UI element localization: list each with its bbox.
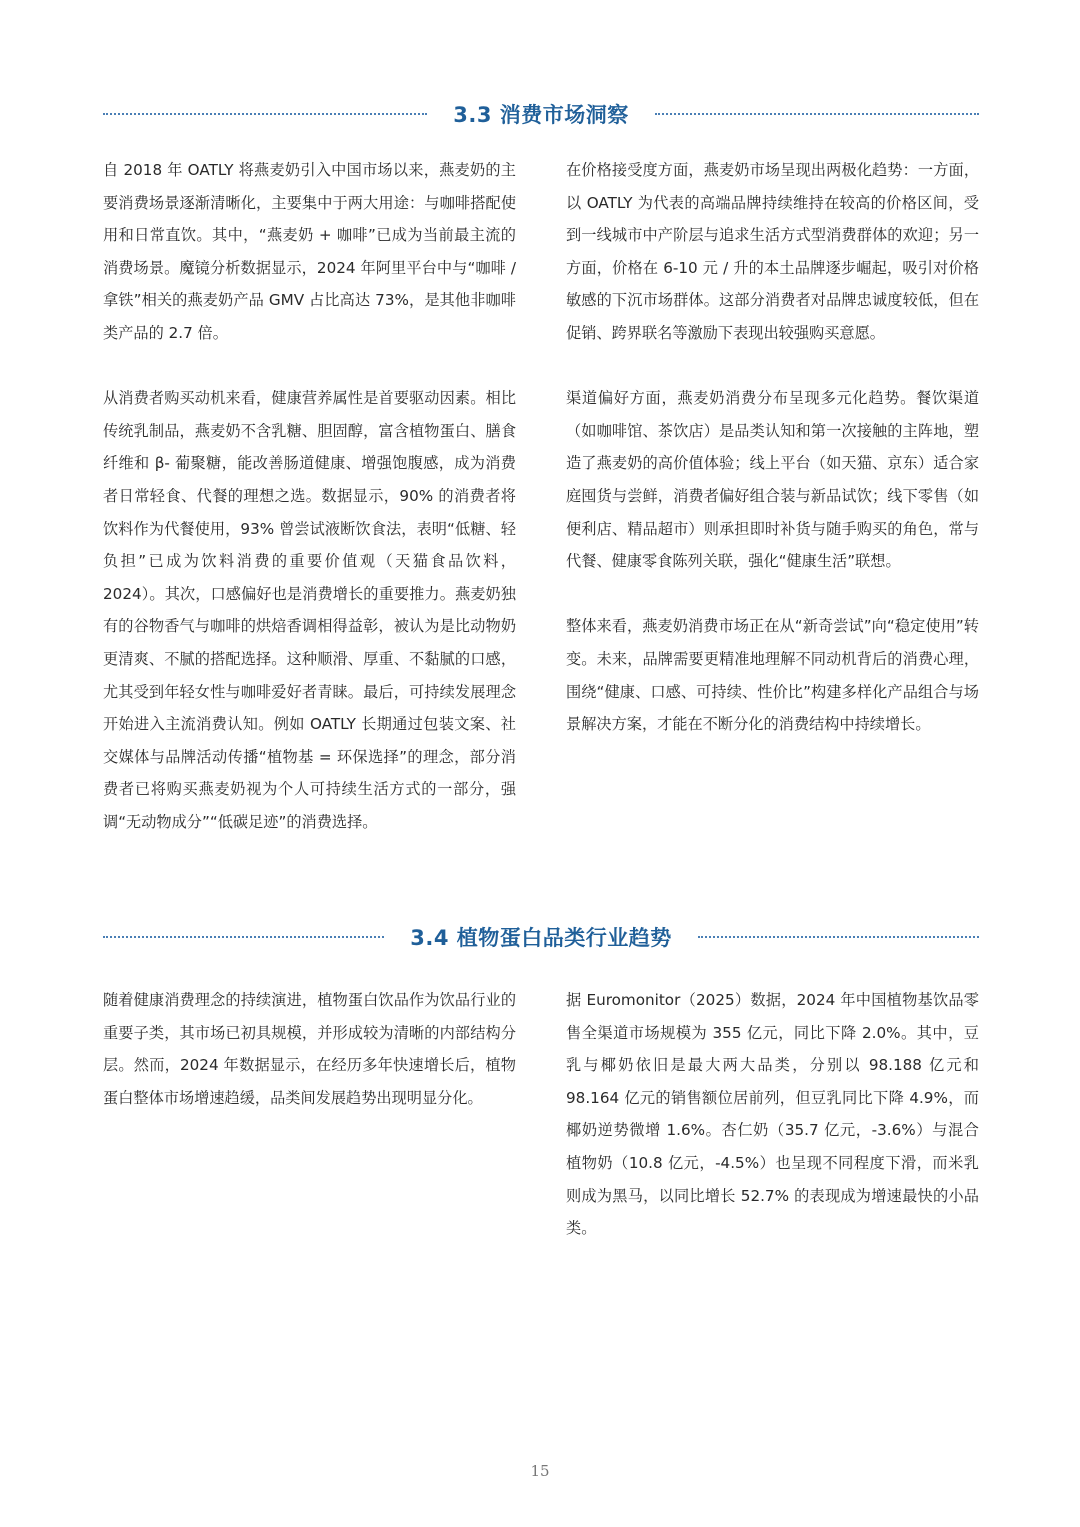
section-title: 3.4 植物蛋白品类行业趋势 <box>410 926 672 950</box>
section-3-4-left-column <box>103 984 516 1114</box>
paragraph: 整体来看，燕麦奶消费市场正在从“新奇尝试”向“稳定使用”转变。未来，品牌需要更精准地理解不同动机背后的消费心理，围绕“健康、口感、可持续、性价比”构建多样化产品组合与场景解决方案，才能在不断分化的消费结构中持续增长。 <box>566 617 979 734</box>
section-header-3-3 <box>103 94 979 134</box>
dotted-rule-right <box>698 936 979 938</box>
paragraph: 据 Euromonitor（2025）数据，2024 年中国植物基饮品零售全渠道市场规模为 355 亿元，同比下降 2.0%。其中，豆乳与椰奶依旧是最大两大品类，分别以 98.188 亿元和 98.164 亿元的销售额位居前列，但豆乳同比下降 4.9%，而椰奶逆势微增 1.6%。杏仁奶（35.7 亿元，-3.6%）与混合植物奶（10.8 亿元，-4.5%）也呈现不同程度下滑，而米乳则成为黑马，以同比增长 52.7% 的表现成为增速最快的小品类。 <box>566 991 979 1238</box>
dotted-rule-right <box>655 113 979 115</box>
paragraph: 渠道偏好方面，燕麦奶消费分布呈现多元化趋势。餐饮渠道（如咖啡馆、茶饮店）是品类认知和第一次接触的主阵地，塑造了燕麦奶的高价值体验；线上平台（如天猫、京东）适合家庭囤货与尝鲜，消费者偏好组合装与新品试饮；线下零售（如便利店、精品超市）则承担即时补货与随手购买的角色，常与代餐、健康零食陈列关联，强化“健康生活”联想。 <box>566 389 979 571</box>
paragraph: 自 2018 年 OATLY 将燕麦奶引入中国市场以来，燕麦奶的主要消费场景逐渐清晰化，主要集中于两大用途：与咖啡搭配使用和日常直饮。其中，“燕麦奶 + 咖啡”已成为当前最主流的消费场景。魔镜分析数据显示，2024 年阿里平台中与“咖啡 / 拿铁”相关的燕麦奶产品 GMV 占比高达 73%，是其他非咖啡类产品的 2.7 倍。 <box>103 161 516 342</box>
paragraph: 从消费者购买动机来看，健康营养属性是首要驱动因素。相比传统乳制品，燕麦奶不含乳糖、胆固醇，富含植物蛋白、膳食纤维和 β- 葡聚糖，能改善肠道健康、增强饱腹感，成为消费者日常轻食、代餐的理想之选。数据显示，90% 的消费者将饮料作为代餐使用，93% 曾尝试液断饮食法，表明“低糖、轻负担”已成为饮料消费的重要价值观（天猫食品饮料，2024）。其次，口感偏好也是消费增长的重要推力。燕麦奶独有的谷物香气与咖啡的烘焙香调相得益彰，被认为是比动物奶更清爽、不腻的搭配选择。这种顺滑、厚重、不黏腻的口感，尤其受到年轻女性与咖啡爱好者青睐。最后，可持续发展理念开始进入主流消费认知。例如 OATLY 长期通过包装文案、社交媒体与品牌活动传播“植物基 = 环保选择”的理念，部分消费者已将购买燕麦奶视为个人可持续生活方式的一部分，强调“无动物成分”“低碳足迹”的消费选择。 <box>103 389 516 831</box>
page-number: 15 <box>530 1462 550 1480</box>
section-3-4-right-column <box>566 984 979 1245</box>
dotted-rule-left <box>103 936 384 938</box>
paragraph: 在价格接受度方面，燕麦奶市场呈现出两极化趋势：一方面，以 OATLY 为代表的高端品牌持续维持在较高的价格区间，受到一线城市中产阶层与追求生活方式型消费群体的欢迎；另一方面，价格在 6-10 元 / 升的本土品牌逐步崛起，吸引对价格敏感的下沉市场群体。这部分消费者对品牌忠诚度较低，但在促销、跨界联名等激励下表现出较强购买意愿。 <box>566 161 979 342</box>
paragraph: 随着健康消费理念的持续演进，植物蛋白饮品作为饮品行业的重要子类，其市场已初具规模，并形成较为清晰的内部结构分层。然而，2024 年数据显示，在经历多年快速增长后，植物蛋白整体市场增速趋缓，品类间发展趋势出现明显分化。 <box>103 991 516 1107</box>
section-title: 3.3 消费市场洞察 <box>453 103 629 127</box>
section-3-3-left-column <box>103 154 516 838</box>
dotted-rule-left <box>103 113 427 115</box>
section-3-3-right-column <box>566 154 979 741</box>
section-header-3-4 <box>103 917 979 957</box>
